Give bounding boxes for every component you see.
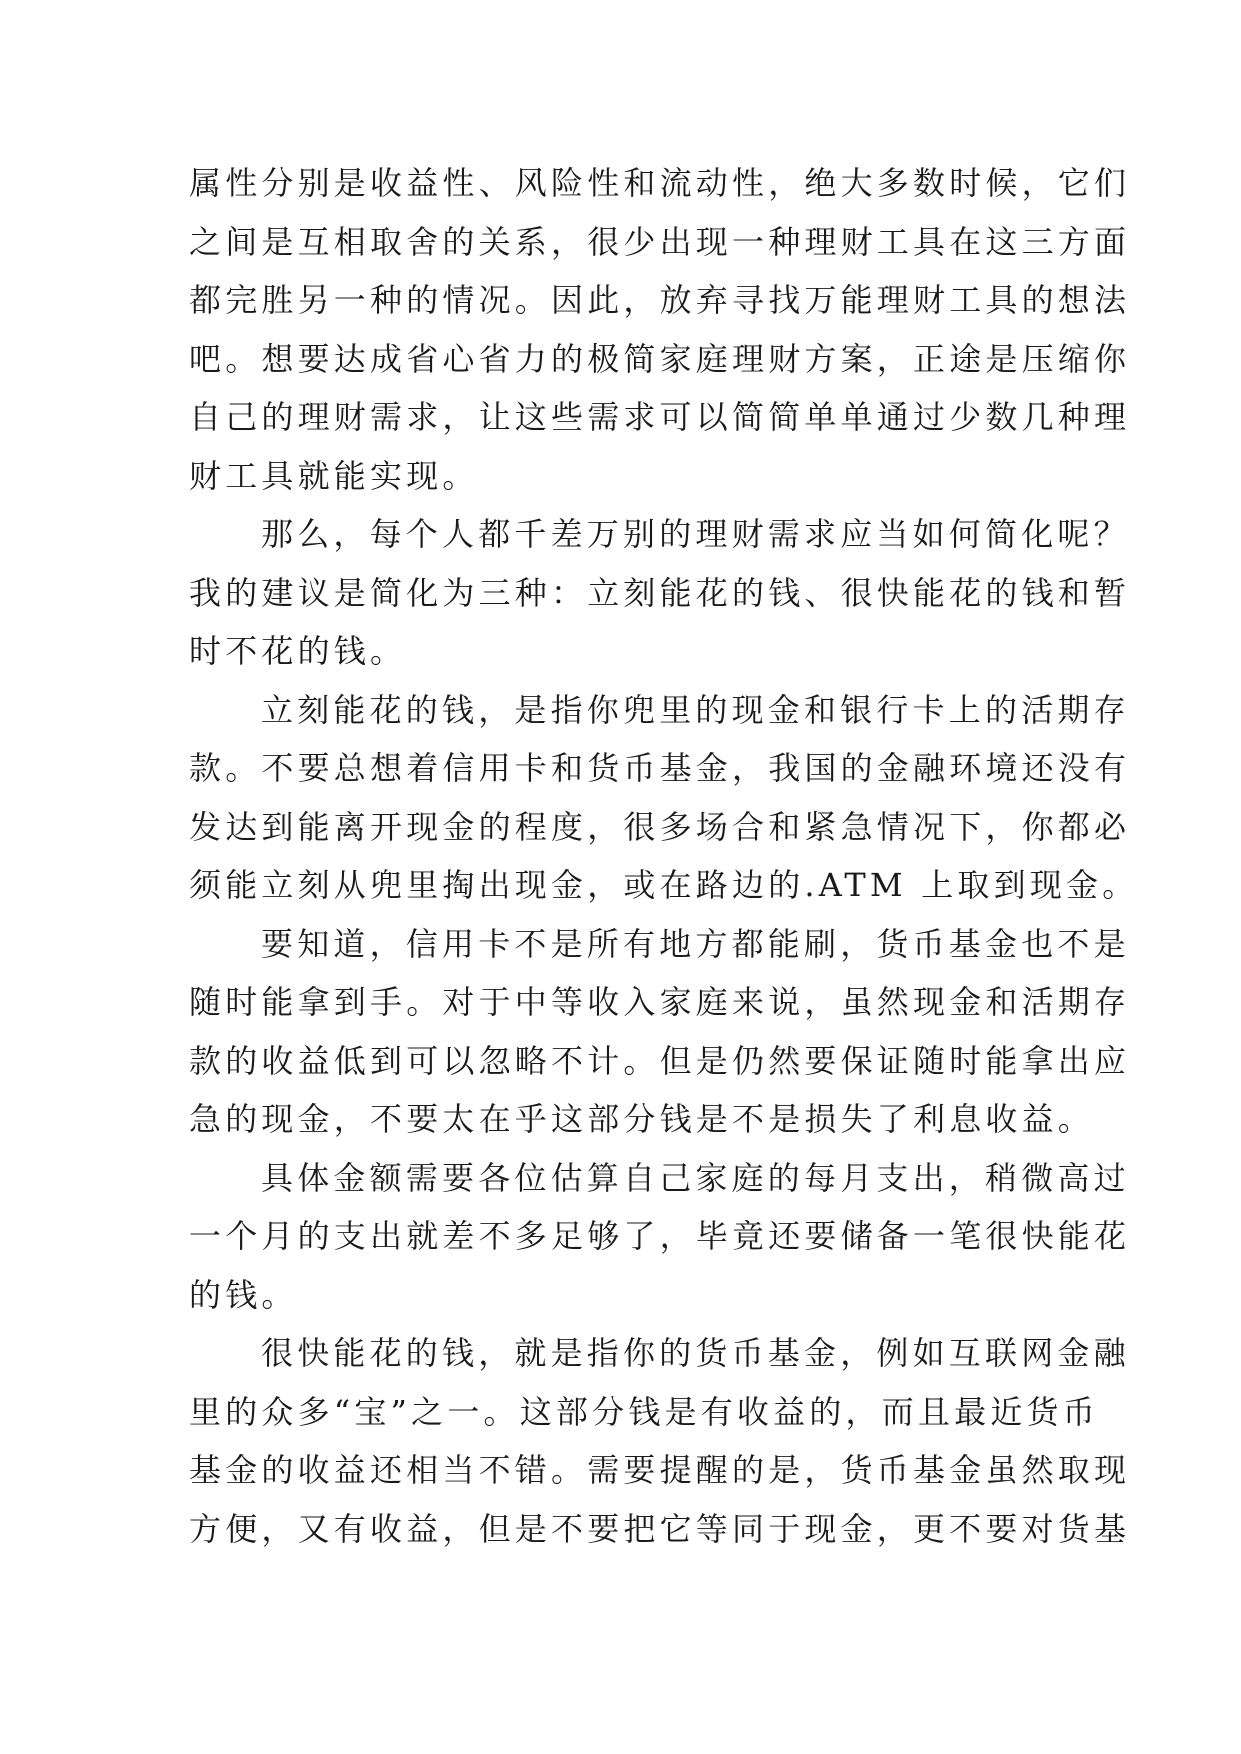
paragraph-2: [189, 505, 1131, 681]
text-line: 的钱。: [189, 1275, 298, 1314]
text-line: 自己的理财需求，让这些需求可以简简单单通过少数几种理: [189, 398, 1131, 436]
text-line: 立刻能花的钱，是指你兜里的现金和银行卡上的活期存: [261, 690, 1130, 729]
text-line: 方便，又有收益，但是不要把它等同于现金，更不要对货基: [189, 1509, 1131, 1548]
text-line: 款的收益低到可以忽略不计。但是仍然要保证随时能拿出应: [189, 1041, 1131, 1080]
text-line: 我的建议是简化为三种：立刻能花的钱、很快能花的钱和暂: [189, 573, 1131, 612]
text-line: 急的现金，不要太在乎这部分钱是不是损失了利息收益。: [189, 1100, 1095, 1138]
text-line: 时不花的钱。: [189, 632, 407, 670]
text-line: 属性分别是收益性、风险性和流动性，绝大多数时候，它们: [189, 164, 1131, 202]
text-line: 要知道，信用卡不是所有地方都能刷，货币基金也不是: [261, 924, 1130, 963]
text-line: 之间是互相取舍的关系，很少出现一种理财工具在这三方面: [189, 222, 1131, 261]
document-body: [189, 154, 1139, 1558]
text-line: 都完胜另一种的情况。因此，放弃寻找万能理财工具的想法: [189, 281, 1131, 319]
text-line: 吧。想要达成省心省力的极简家庭理财方案，正途是压缩你: [189, 339, 1131, 378]
text-line: 款。不要总想着信用卡和货币基金，我国的金融环境还没有: [189, 749, 1131, 787]
paragraph-4: [189, 915, 1131, 1149]
paragraph-6: [189, 1324, 1131, 1558]
text-line: 具体金额需要各位估算自己家庭的每月支出，稍微高过: [261, 1158, 1130, 1197]
text-line: 基金的收益还相当不错。需要提醒的是，货币基金虽然取现: [189, 1451, 1131, 1489]
text-line: 很快能花的钱，就是指你的货币基金，例如互联网金融: [261, 1334, 1130, 1372]
text-line: 里的众多“宝”之一。这部分钱是有收益的，而且最近货币: [189, 1392, 1099, 1431]
text-line: 须能立刻从兜里掏出现金，或在路边的.ATM 上取到现金。: [189, 866, 1139, 904]
paragraph-5: [189, 1149, 1131, 1325]
text-line: 随时能拿到手。对于中等收入家庭来说，虽然现金和活期存: [189, 983, 1131, 1021]
paragraph-1: [189, 154, 1131, 505]
text-line: 那么，每个人都千差万别的理财需求应当如何简化呢？: [261, 515, 1130, 553]
text-line: 财工具就能实现。: [189, 456, 479, 495]
text-line: 发达到能离开现金的程度，很多场合和紧急情况下，你都必: [189, 807, 1131, 846]
text-line: 一个月的支出就差不多足够了，毕竟还要储备一笔很快能花: [189, 1217, 1131, 1255]
paragraph-3: [189, 681, 1139, 915]
